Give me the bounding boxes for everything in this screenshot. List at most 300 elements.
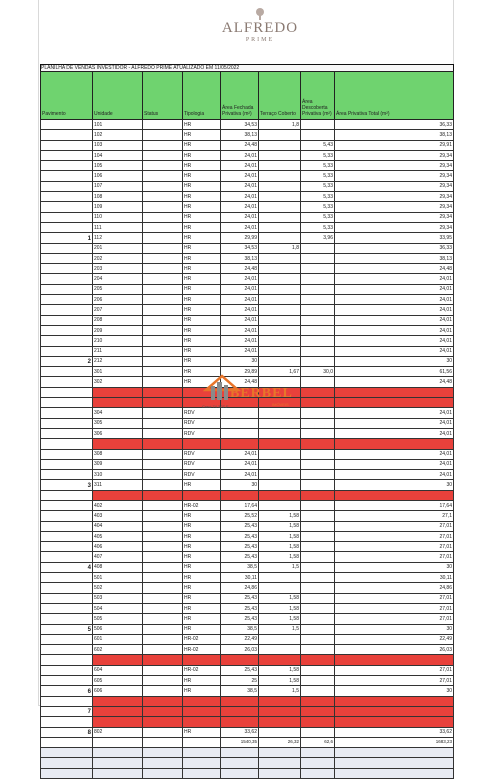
cell-area-closed: 24,01 bbox=[221, 295, 259, 305]
cell-unit: 406 bbox=[93, 542, 143, 552]
cell-terrace bbox=[259, 130, 301, 140]
cell-area-open bbox=[301, 531, 335, 541]
table-row bbox=[41, 573, 454, 583]
cell-terrace bbox=[259, 459, 301, 469]
cell-area-closed: 30,11 bbox=[221, 573, 259, 583]
cell-unit: 405 bbox=[93, 531, 143, 541]
cell-unit: 402 bbox=[93, 500, 143, 510]
cell-unit: 209 bbox=[93, 325, 143, 335]
table-row bbox=[41, 758, 454, 768]
cell-area-total: 17,64 bbox=[335, 500, 454, 510]
cell-area-total: 24,01 bbox=[335, 284, 454, 294]
cell-area-open bbox=[301, 480, 335, 490]
cell-area-open: 5,33 bbox=[301, 222, 335, 232]
cell-type: HR bbox=[183, 161, 221, 171]
cell-status bbox=[143, 398, 183, 408]
cell-status bbox=[143, 521, 183, 531]
cell-unit: 204 bbox=[93, 274, 143, 284]
cell-status bbox=[143, 120, 183, 130]
table-row bbox=[41, 562, 454, 572]
cell-unit: 202 bbox=[93, 253, 143, 263]
cell-area-open bbox=[301, 315, 335, 325]
cell-terrace bbox=[259, 202, 301, 212]
cell-area-closed bbox=[221, 696, 259, 706]
cell-floor bbox=[41, 192, 93, 202]
cell-area-open bbox=[301, 748, 335, 758]
cell-area-open bbox=[301, 449, 335, 459]
cell-terrace: 1,58 bbox=[259, 521, 301, 531]
table-row bbox=[41, 748, 454, 758]
cell-area-open bbox=[301, 243, 335, 253]
cell-status bbox=[143, 192, 183, 202]
cell-terrace bbox=[259, 490, 301, 500]
cell-status bbox=[143, 686, 183, 696]
cell-area-open bbox=[301, 459, 335, 469]
cell-unit: 102 bbox=[93, 130, 143, 140]
cell-type: HR bbox=[183, 233, 221, 243]
cell-area-open bbox=[301, 614, 335, 624]
cell-type: HR bbox=[183, 295, 221, 305]
cell-area-total bbox=[335, 398, 454, 408]
cell-area-closed: 24,01 bbox=[221, 202, 259, 212]
cell-floor bbox=[41, 408, 93, 418]
cell-status bbox=[143, 171, 183, 181]
cell-floor: 7 bbox=[41, 706, 93, 716]
cell-area-total: 27,01 bbox=[335, 665, 454, 675]
cell-terrace bbox=[259, 439, 301, 449]
cell-area-total: 24,01 bbox=[335, 459, 454, 469]
cell-type bbox=[183, 706, 221, 716]
cell-area-total: 24,01 bbox=[335, 346, 454, 356]
cell-area-total bbox=[335, 768, 454, 778]
cell-status bbox=[143, 150, 183, 160]
cell-area-closed: 29,99 bbox=[221, 233, 259, 243]
table-header-row bbox=[41, 72, 454, 120]
cell-area-total: 29,34 bbox=[335, 171, 454, 181]
cell-status bbox=[143, 295, 183, 305]
table-row bbox=[41, 181, 454, 191]
cell-unit: 311 bbox=[93, 480, 143, 490]
cell-area-open bbox=[301, 706, 335, 716]
cell-type: HR bbox=[183, 181, 221, 191]
cell-area-open bbox=[301, 346, 335, 356]
table-row bbox=[41, 583, 454, 593]
cell-area-closed: 24,01 bbox=[221, 161, 259, 171]
cell-area-total: 27,01 bbox=[335, 531, 454, 541]
cell-area-open bbox=[301, 264, 335, 274]
cell-unit: 203 bbox=[93, 264, 143, 274]
table-row bbox=[41, 459, 454, 469]
cell-type: HR bbox=[183, 676, 221, 686]
cell-unit: 110 bbox=[93, 212, 143, 222]
cell-status bbox=[143, 552, 183, 562]
cell-area-closed bbox=[221, 490, 259, 500]
cell-area-total: 38,13 bbox=[335, 253, 454, 263]
cell-unit: 104 bbox=[93, 150, 143, 160]
cell-area-total: 24,48 bbox=[335, 377, 454, 387]
cell-area-total: 27,01 bbox=[335, 552, 454, 562]
cell-type: HR bbox=[183, 573, 221, 583]
cell-area-open bbox=[301, 768, 335, 778]
cell-area-total: 29,34 bbox=[335, 161, 454, 171]
cell-unit: 506 bbox=[93, 624, 143, 634]
cell-type: RDV bbox=[183, 408, 221, 418]
cell-status bbox=[143, 377, 183, 387]
cell-area-open bbox=[301, 470, 335, 480]
cell-area-open bbox=[301, 439, 335, 449]
cell-area-closed: 24,48 bbox=[221, 140, 259, 150]
cell-terrace: 1,58 bbox=[259, 676, 301, 686]
cell-unit bbox=[93, 655, 143, 665]
cell-floor bbox=[41, 439, 93, 449]
cell-floor bbox=[41, 521, 93, 531]
cell-area-closed: 38,5 bbox=[221, 624, 259, 634]
cell-type: HR bbox=[183, 325, 221, 335]
cell-area-total bbox=[335, 490, 454, 500]
cell-floor bbox=[41, 449, 93, 459]
cell-terrace bbox=[259, 150, 301, 160]
logo-subtitle: PRIME bbox=[245, 37, 275, 43]
cell-type: HR bbox=[183, 367, 221, 377]
cell-area-total: 27,01 bbox=[335, 603, 454, 613]
cell-floor bbox=[41, 418, 93, 428]
cell-terrace bbox=[259, 140, 301, 150]
cell-area-closed: 25,43 bbox=[221, 603, 259, 613]
sales-table bbox=[40, 71, 454, 779]
table-row bbox=[41, 212, 454, 222]
table-row bbox=[41, 490, 454, 500]
cell-area-open bbox=[301, 758, 335, 768]
cell-unit: 207 bbox=[93, 305, 143, 315]
cell-area-open: 30,0 bbox=[301, 367, 335, 377]
cell-floor bbox=[41, 243, 93, 253]
table-row bbox=[41, 449, 454, 459]
table-row bbox=[41, 706, 454, 716]
table-row bbox=[41, 593, 454, 603]
cell-area-closed: 24,01 bbox=[221, 336, 259, 346]
cell-area-closed: 24,01 bbox=[221, 305, 259, 315]
table-row bbox=[41, 264, 454, 274]
cell-status bbox=[143, 676, 183, 686]
cell-terrace bbox=[259, 428, 301, 438]
cell-area-total: 24,01 bbox=[335, 295, 454, 305]
cell-area-closed: 25,43 bbox=[221, 614, 259, 624]
cell-area-closed bbox=[221, 418, 259, 428]
cell-type: HR bbox=[183, 212, 221, 222]
cell-area-closed bbox=[221, 717, 259, 727]
cell-floor bbox=[41, 367, 93, 377]
table-row bbox=[41, 161, 454, 171]
cell-terrace bbox=[259, 727, 301, 737]
cell-area-open: 5,33 bbox=[301, 181, 335, 191]
cell-terrace bbox=[259, 356, 301, 366]
cell-floor bbox=[41, 758, 93, 768]
cell-terrace bbox=[259, 181, 301, 191]
cell-status bbox=[143, 346, 183, 356]
cell-floor bbox=[41, 315, 93, 325]
cell-floor bbox=[41, 665, 93, 675]
cell-status bbox=[143, 387, 183, 397]
cell-area-closed: 34,53 bbox=[221, 243, 259, 253]
cell-type: RDV bbox=[183, 459, 221, 469]
cell-type: HR bbox=[183, 274, 221, 284]
cell-area-total: 30 bbox=[335, 480, 454, 490]
cell-area-total: 22,49 bbox=[335, 634, 454, 644]
cell-floor bbox=[41, 305, 93, 315]
cell-area-total: 24,01 bbox=[335, 274, 454, 284]
table-row bbox=[41, 645, 454, 655]
cell-floor bbox=[41, 130, 93, 140]
cell-area-open: 3,96 bbox=[301, 233, 335, 243]
cell-area-open bbox=[301, 295, 335, 305]
table-row bbox=[41, 346, 454, 356]
cell-unit bbox=[93, 696, 143, 706]
table-row bbox=[41, 315, 454, 325]
cell-area-closed: 25,43 bbox=[221, 552, 259, 562]
cell-floor: 1 bbox=[41, 233, 93, 243]
cell-area-open bbox=[301, 603, 335, 613]
cell-unit bbox=[93, 748, 143, 758]
cell-floor bbox=[41, 202, 93, 212]
cell-status bbox=[143, 531, 183, 541]
cell-status bbox=[143, 274, 183, 284]
table-row bbox=[41, 686, 454, 696]
cell-floor bbox=[41, 398, 93, 408]
table-row bbox=[41, 284, 454, 294]
cell-floor bbox=[41, 717, 93, 727]
alfredo-prime-logo bbox=[210, 8, 310, 44]
cell-type: HR bbox=[183, 171, 221, 181]
cell-terrace bbox=[259, 583, 301, 593]
cell-area-total: 24,01 bbox=[335, 418, 454, 428]
cell-terrace: 1,58 bbox=[259, 552, 301, 562]
cell-unit: 407 bbox=[93, 552, 143, 562]
cell-terrace bbox=[259, 325, 301, 335]
table-row bbox=[41, 470, 454, 480]
cell-area-open bbox=[301, 696, 335, 706]
cell-floor bbox=[41, 140, 93, 150]
cell-area-closed: 24,01 bbox=[221, 346, 259, 356]
cell-status bbox=[143, 408, 183, 418]
cell-type: HR bbox=[183, 253, 221, 263]
cell-floor bbox=[41, 583, 93, 593]
table-row bbox=[41, 480, 454, 490]
cell-area-open bbox=[301, 542, 335, 552]
cell-terrace: 1,58 bbox=[259, 665, 301, 675]
cell-unit: 605 bbox=[93, 676, 143, 686]
cell-type: HR-02 bbox=[183, 665, 221, 675]
cell-area-total: 29,34 bbox=[335, 202, 454, 212]
cell-unit: 201 bbox=[93, 243, 143, 253]
cell-area-open bbox=[301, 583, 335, 593]
cell-status bbox=[143, 325, 183, 335]
table-row bbox=[41, 253, 454, 263]
table-row bbox=[41, 243, 454, 253]
cell-type bbox=[183, 696, 221, 706]
cell-area-total: 24,01 bbox=[335, 408, 454, 418]
cell-status bbox=[143, 717, 183, 727]
table-row bbox=[41, 552, 454, 562]
cell-unit: 505 bbox=[93, 614, 143, 624]
cell-area-total: 30 bbox=[335, 686, 454, 696]
logo-name: ALFREDO bbox=[221, 20, 299, 36]
cell-area-open bbox=[301, 387, 335, 397]
table-row bbox=[41, 531, 454, 541]
cell-area-total: 29,34 bbox=[335, 212, 454, 222]
cell-terrace bbox=[259, 634, 301, 644]
cell-type: HR bbox=[183, 686, 221, 696]
cell-unit: 309 bbox=[93, 459, 143, 469]
cell-area-closed: 38,13 bbox=[221, 130, 259, 140]
cell-floor bbox=[41, 387, 93, 397]
cell-area-closed: 24,01 bbox=[221, 212, 259, 222]
cell-area-total: 27,01 bbox=[335, 676, 454, 686]
cell-floor bbox=[41, 748, 93, 758]
cell-status bbox=[143, 367, 183, 377]
cell-terrace: 1,58 bbox=[259, 593, 301, 603]
cell-type: HR bbox=[183, 614, 221, 624]
cell-status bbox=[143, 243, 183, 253]
cell-area-open bbox=[301, 593, 335, 603]
cell-area-closed: 24,86 bbox=[221, 583, 259, 593]
cell-floor bbox=[41, 284, 93, 294]
cell-terrace bbox=[259, 233, 301, 243]
cell-floor bbox=[41, 542, 93, 552]
table-row bbox=[41, 717, 454, 727]
cell-area-total: 27,01 bbox=[335, 521, 454, 531]
cell-status bbox=[143, 222, 183, 232]
cell-status bbox=[143, 305, 183, 315]
cell-area-closed: 25,43 bbox=[221, 665, 259, 675]
cell-status bbox=[143, 500, 183, 510]
header-unidade: Unidade bbox=[93, 72, 143, 120]
table-row bbox=[41, 521, 454, 531]
cell-unit: 205 bbox=[93, 284, 143, 294]
cell-area-total: 33,95 bbox=[335, 233, 454, 243]
cell-status bbox=[143, 284, 183, 294]
cell-terrace: 1,58 bbox=[259, 531, 301, 541]
table-row bbox=[41, 603, 454, 613]
cell-terrace bbox=[259, 470, 301, 480]
cell-area-open bbox=[301, 490, 335, 500]
cell-area-total: 30,11 bbox=[335, 573, 454, 583]
cell-type: HR bbox=[183, 284, 221, 294]
header-status: Status bbox=[143, 72, 183, 120]
cell-type: HR bbox=[183, 377, 221, 387]
cell-area-closed: 24,48 bbox=[221, 264, 259, 274]
cell-type: HR bbox=[183, 603, 221, 613]
cell-type: HR bbox=[183, 480, 221, 490]
cell-unit: 302 bbox=[93, 377, 143, 387]
cell-area-open: 5,33 bbox=[301, 161, 335, 171]
cell-area-closed bbox=[221, 748, 259, 758]
cell-floor bbox=[41, 212, 93, 222]
cell-status bbox=[143, 542, 183, 552]
header-terraco: Terraço Coberto bbox=[259, 72, 301, 120]
cell-unit: 108 bbox=[93, 192, 143, 202]
cell-area-total: 29,34 bbox=[335, 192, 454, 202]
cell-type: HR bbox=[183, 222, 221, 232]
cell-floor bbox=[41, 737, 93, 747]
cell-area-total: 38,13 bbox=[335, 130, 454, 140]
cell-terrace bbox=[259, 346, 301, 356]
cell-area-closed: 22,49 bbox=[221, 634, 259, 644]
cell-terrace bbox=[259, 696, 301, 706]
cell-area-closed: 25,43 bbox=[221, 531, 259, 541]
cell-area-open bbox=[301, 727, 335, 737]
watermark-tagline: IMÓVEIS bbox=[272, 402, 289, 407]
cell-area-total bbox=[335, 706, 454, 716]
cell-area-total bbox=[335, 439, 454, 449]
cell-floor bbox=[41, 552, 93, 562]
cell-area-total: 1683,23 bbox=[335, 737, 454, 747]
cell-terrace: 1,8 bbox=[259, 243, 301, 253]
cell-type: HR bbox=[183, 130, 221, 140]
header-pavimento: Pavimento bbox=[41, 72, 93, 120]
table-row bbox=[41, 614, 454, 624]
cell-unit: 106 bbox=[93, 171, 143, 181]
cell-area-closed: 33,62 bbox=[221, 727, 259, 737]
cell-area-open bbox=[301, 645, 335, 655]
cell-unit: 103 bbox=[93, 140, 143, 150]
cell-floor: 6 bbox=[41, 686, 93, 696]
cell-status bbox=[143, 161, 183, 171]
cell-unit: 502 bbox=[93, 583, 143, 593]
table-row bbox=[41, 233, 454, 243]
cell-unit: 310 bbox=[93, 470, 143, 480]
cell-unit: 112 bbox=[93, 233, 143, 243]
cell-terrace: 1,58 bbox=[259, 603, 301, 613]
cell-status bbox=[143, 758, 183, 768]
cell-area-closed: 24,01 bbox=[221, 449, 259, 459]
cell-unit: 802 bbox=[93, 727, 143, 737]
cell-type: HR bbox=[183, 150, 221, 160]
cell-status bbox=[143, 706, 183, 716]
cell-type: HR bbox=[183, 521, 221, 531]
table-row bbox=[41, 737, 454, 747]
cell-area-open: 5,33 bbox=[301, 171, 335, 181]
cell-terrace bbox=[259, 192, 301, 202]
table-row bbox=[41, 500, 454, 510]
cell-type: HR bbox=[183, 346, 221, 356]
cell-area-closed: 24,01 bbox=[221, 192, 259, 202]
cell-unit bbox=[93, 758, 143, 768]
cell-terrace: 1,5 bbox=[259, 624, 301, 634]
cell-status bbox=[143, 212, 183, 222]
cell-unit: 206 bbox=[93, 295, 143, 305]
cell-type: HR bbox=[183, 356, 221, 366]
cell-area-closed: 29,89 bbox=[221, 367, 259, 377]
cell-unit: 403 bbox=[93, 511, 143, 521]
cell-unit bbox=[93, 706, 143, 716]
cell-terrace: 1,5 bbox=[259, 686, 301, 696]
cell-floor bbox=[41, 336, 93, 346]
cell-floor bbox=[41, 531, 93, 541]
cell-area-open bbox=[301, 305, 335, 315]
cell-status bbox=[143, 428, 183, 438]
cell-terrace bbox=[259, 274, 301, 284]
cell-type: HR bbox=[183, 140, 221, 150]
cell-area-total: 24,01 bbox=[335, 449, 454, 459]
cell-unit: 212 bbox=[93, 356, 143, 366]
cell-type: HR bbox=[183, 192, 221, 202]
cell-area-open bbox=[301, 428, 335, 438]
cell-status bbox=[143, 459, 183, 469]
cell-area-closed: 24,01 bbox=[221, 222, 259, 232]
cell-unit: 305 bbox=[93, 418, 143, 428]
cell-area-closed: 24,01 bbox=[221, 274, 259, 284]
cell-unit bbox=[93, 768, 143, 778]
